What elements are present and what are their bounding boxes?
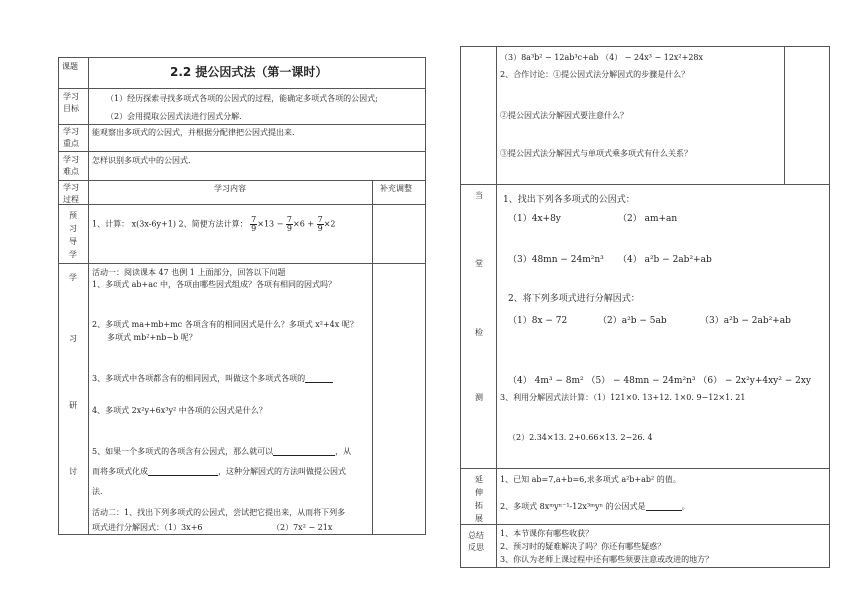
summary-label-1: 总结 xyxy=(468,531,484,540)
test-2d: （4） 4m³ − 8m² （5） − 48mn − 24m²n³ （6） − 2x²y+4xy² − 2xy xyxy=(508,376,812,386)
ext-1: 1、已知 ab=7,a+b=6,求多项式 a²b+ab² 的值。 xyxy=(500,475,681,484)
test-2: 2、将下列多项式进行分解因式： xyxy=(508,294,640,304)
ext-char: 延 xyxy=(475,475,483,484)
test-1: 1、找出下列各多项式的公因式： xyxy=(503,195,635,205)
goal-2: （2）会用提取公因式法进行因式分解. xyxy=(106,112,242,121)
lesson-title: 2.2 提公因式法（第一课时） xyxy=(170,65,328,79)
goal-1: （1）经历探索寻找多项式各项的公因式的过程，能确定多项式各项的公因式; xyxy=(106,94,378,103)
key-text: 能观察出多项式的公因式，并根据分配律把公因式提出来. xyxy=(92,128,295,137)
test-char: 测 xyxy=(475,393,483,402)
discuss-1: 2、合作讨论：①提公因式法分解因式的步骤是什么？ xyxy=(500,70,690,79)
ext-char: 展 xyxy=(475,514,483,523)
discuss-2: ②提公因式法分解因式要注意什么？ xyxy=(500,111,628,120)
test-1b: （2） am+an xyxy=(618,214,678,224)
topic-label: 课题 xyxy=(62,62,78,71)
study-char: 研 xyxy=(69,401,77,410)
test-2c: （3）a²b − 2ab²+ab xyxy=(700,316,791,326)
test-1d: （4） a²b − 2ab²+ab xyxy=(618,255,712,265)
discuss-3: ③提公因式法分解因式与单项式乘多项式有什么关系？ xyxy=(500,149,692,158)
preview-char: 导 xyxy=(69,237,77,246)
process-label-1: 学习 xyxy=(63,183,79,192)
test-2b: （2）a²b − 5ab xyxy=(598,316,667,326)
test-2a: （1）8x − 72 xyxy=(508,316,568,326)
question-2b: 多项式 mb²+nb−b 呢？ xyxy=(107,333,197,342)
test-char: 当 xyxy=(475,191,483,200)
activity-2b: 项式进行分解因式：（1）3x+6 xyxy=(92,523,203,532)
question-3: 3、多项式中各项都含有的相同因式，叫做这个多项式各项的 xyxy=(92,374,333,383)
summary-1: 1、本节课你有哪些收获？ xyxy=(500,529,594,538)
summary-2: 2、预习时的疑难解决了吗？你还有哪些疑惑？ xyxy=(500,542,666,551)
question-4: 4、多项式 2x²y+6x³y² 中各项的公因式是什么？ xyxy=(92,406,267,415)
goals-label-1: 学习 xyxy=(63,92,79,101)
question-5c: 法. xyxy=(92,487,103,496)
process-label-2: 过程 xyxy=(63,195,79,204)
question-5a: 5、如果一个多项式的各项含有公因式，那么就可以 ，从 xyxy=(92,447,352,456)
supplement-header: 补充调整 xyxy=(380,184,412,193)
test-char: 堂 xyxy=(475,259,483,268)
key-label-2: 重点 xyxy=(63,139,79,148)
summary-3: 3、你认为老师上课过程中还有哪些须要注意或改进的地方？ xyxy=(500,555,714,564)
diff-label-1: 学习 xyxy=(63,155,79,164)
activity-2b-2: （2）7x² − 21x xyxy=(272,523,333,532)
fraction: $\frac{7}{9}$ xyxy=(251,215,257,233)
activity-1: 活动一：阅读课本 47 也例 1 上面部分，回答以下问题 xyxy=(92,268,286,277)
diff-text: 怎样识别多项式中的公因式. xyxy=(92,156,191,165)
preview-text: 1、计算： x(3x-6y+1) 2、简便方法计算： $\frac{7}{9}$ ×13 − $\frac{7}{9}$ ×6 + $\frac{7}{9}$ ×2 xyxy=(92,215,336,233)
test-1a: （1）4x+8y xyxy=(508,214,561,224)
fraction: $\frac{7}{9}$ xyxy=(317,215,323,233)
test-char: 检 xyxy=(475,328,483,337)
question-1: 1、多项式 ab+ac 中，各项由哪些因式组成？各项有相同的因式吗？ xyxy=(92,280,337,289)
study-char: 习 xyxy=(69,334,77,343)
question-5b: 而将多项式化成 ，这种分解因式的方法叫做提公因式 xyxy=(92,467,346,476)
preview-char: 学 xyxy=(69,250,77,259)
study-char: 学 xyxy=(69,273,77,282)
preview-char: 习 xyxy=(69,224,77,233)
question-2a: 2、多项式 ma+mb+mc 各项含有的相同因式是什么？多项式 x²+4x 呢？ xyxy=(92,320,358,329)
key-label-1: 学习 xyxy=(63,127,79,136)
preview-char: 预 xyxy=(69,211,77,220)
summary-label-2: 反思 xyxy=(468,543,484,552)
fraction: $\frac{7}{9}$ xyxy=(286,215,293,233)
goals-label-2: 目标 xyxy=(63,104,79,113)
item-3: （3）8a³b² − 12ab³c+ab （4） − 24x³ − 12x²+28x xyxy=(500,53,704,62)
test-1c: （3）48mn − 24m²n³ xyxy=(508,255,604,265)
ext-2: 2、多项式 8xᵐyⁿ⁻¹-12x³ᵐyⁿ 的公因式是 。 xyxy=(500,502,690,511)
test-3: 3、利用分解因式法计算：（1）121×0. 13+12. 1×0. 9−12×1. 21 xyxy=(500,393,746,402)
activity-2a: 活动二：1、找出下列多项式的公因式，尝试把它提出来，从而将下列多 xyxy=(92,508,346,517)
right-page-frame xyxy=(460,46,830,568)
content-header: 学习内容 xyxy=(214,184,246,193)
study-char: 讨 xyxy=(69,467,77,476)
diff-label-2: 难点 xyxy=(63,167,79,176)
ext-char: 伸 xyxy=(475,488,483,497)
ext-char: 拓 xyxy=(475,501,483,510)
test-3b: （2）2.34×13. 2+0.66×13. 2−26. 4 xyxy=(508,433,653,442)
preview-question: 1、计算： x(3x-6y+1) 2、简便方法计算： xyxy=(92,219,248,229)
